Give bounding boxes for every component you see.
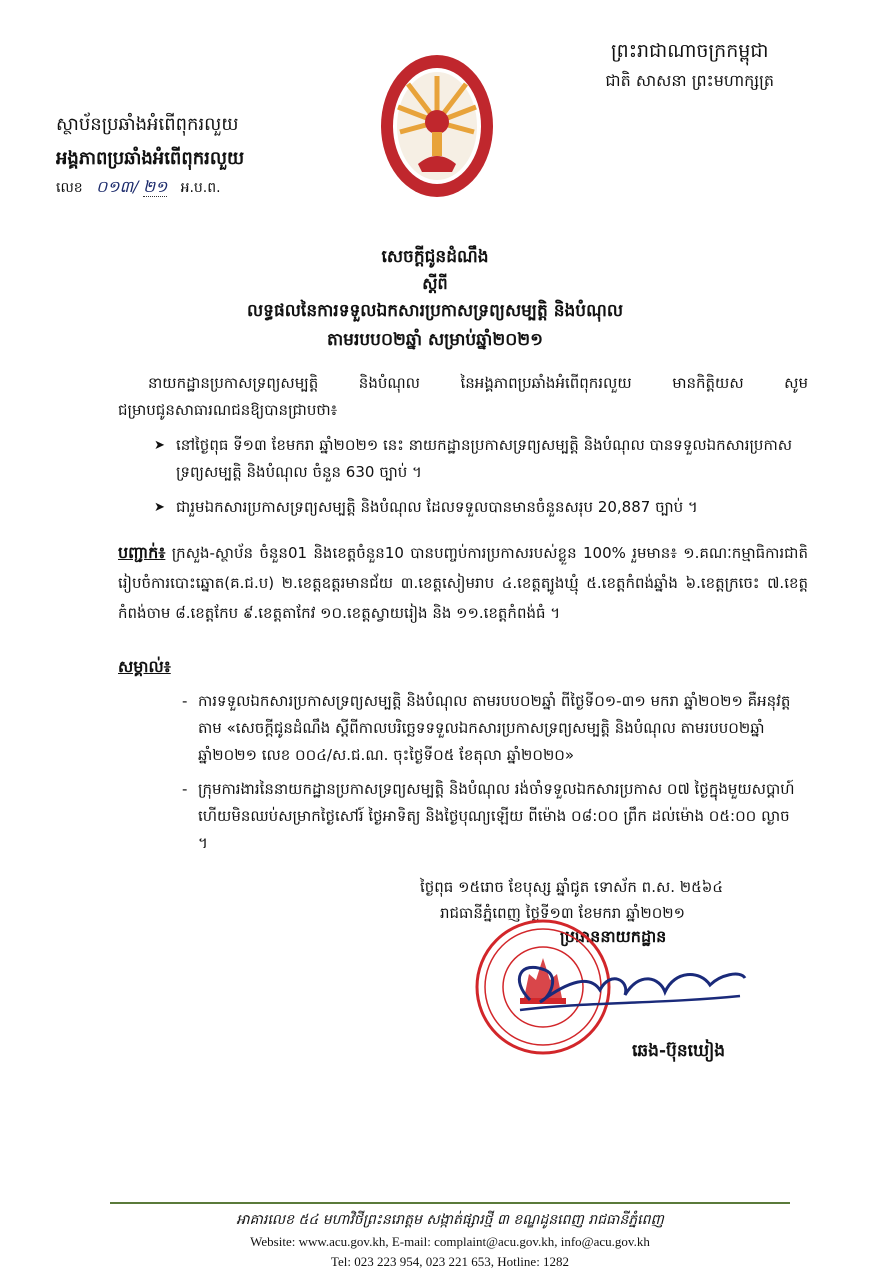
signatory-name: ឆេង-ប៊ុនឃៀង [632, 1041, 726, 1061]
arrow-icon: ➤ [154, 438, 165, 453]
note-label [118, 656, 171, 680]
footer-web-email: Website: www.acu.gov.kh, E-mail: complaint@acu.gov.kh, info@acu.gov.kh [250, 1234, 650, 1249]
note-label-text: សម្គាល់៖ [118, 657, 171, 676]
solar-date: រាជធានីភ្នំពេញ ថ្ងៃទី១៣ ខែមករា ឆ្នាំ២០២១ [440, 904, 686, 922]
bullet-item [154, 432, 806, 486]
completed-list [118, 538, 808, 628]
bullet-text-2: ជារួមឯកសារប្រកាសទ្រព្យសម្បត្តិ និងបំណុល ដែលទទួលបានមានចំនួនសរុប 20,887 ច្បាប់ ។ [176, 498, 698, 516]
signatory-role: ប្រធាននាយកដ្ឋាន [560, 927, 667, 946]
kingdom-header [605, 36, 774, 96]
notice-subject-label: ស្តីពី [422, 274, 448, 293]
note-item: - ការទទួលឯកសារប្រកាសទ្រព្យសម្បត្តិ និងបំណុល តាមរបប០២ឆ្នាំ ពីថ្ងៃទី០១-៣១ មករា ឆ្នាំ២០២១ គឺអនុវត្តតាម «សេចក្តីជូនដំណឹង ស្តីពីកាលបរិច្ឆេទទទួលឯកសារប្រកាសទ្រព្យសម្បត្តិ និងបំណុល តាមរបប០២ឆ្នាំ ឆ្នាំ២០២១ លេខ ០០៤/ស.ជ.ណ. ចុះថ្ងៃទី០៥ ខែតុលា ឆ្នាំ២០២០» [182, 692, 791, 764]
intro-paragraph: នាយកដ្ឋានប្រកាសទ្រព្យសម្បត្តិ និងបំណុល នៃអង្គភាពប្រឆាំងអំពើពុករលួយ មានកិត្តិយស សូមជម្រាបជូនសាធារណជនឱ្យបានជ្រាបថា៖ [118, 374, 808, 419]
footer-phone: Tel: 023 223 954, 023 221 653, Hotline: 1282 [330, 1254, 570, 1269]
acu-emblem-logo [378, 52, 496, 200]
kingdom-name: ព្រះរាជាណាចក្រកម្ពុជា [610, 40, 769, 62]
notice-subject-year: តាមរបប០២ឆ្នាំ សម្រាប់ឆ្នាំ២០២១ [326, 330, 543, 350]
notice-subject: លទ្ធផលនៃការទទួលឯកសារប្រកាសទ្រព្យសម្បត្តិ និងបំណុល [246, 301, 624, 321]
ref-prefix: លេខ [56, 180, 83, 196]
bullet-item [154, 494, 806, 521]
reference-number [56, 176, 221, 200]
bullet-text-1: នៅថ្ងៃពុធ ទី១៣ ខែមករា ឆ្នាំ២០២១ នេះ នាយកដ្ឋានប្រកាសទ្រព្យសម្បត្តិ និងបំណុល បានទទួលឯកសារប្រកាសទ្រព្យសម្បត្តិ និងបំណុល ចំនួន 630 ច្បាប់ ។ [176, 436, 793, 481]
note-text-2: ក្រុមការងារនៃនាយកដ្ឋានប្រកាសទ្រព្យសម្បត្តិ និងបំណុល រង់ចាំទទួលឯកសារប្រកាស ០៧ ថ្ងៃក្នុងមួយសប្តាហ៍ ហើយមិនឈប់សម្រាកថ្ងៃសៅរ៍ ថ្ងៃអាទិត្យ និងថ្ងៃបុណ្យឡើយ ពីម៉ោង ០៨:០០ ព្រឹក ដល់ម៉ោង ០៥:០០ ល្ងាច ។ [198, 780, 795, 852]
note-text-1: ការទទួលឯកសារប្រកាសទ្រព្យសម្បត្តិ និងបំណុល តាមរបប០២ឆ្នាំ ពីថ្ងៃទី០១-៣១ មករា ឆ្នាំ២០២១ គឺអនុវត្តតាម «សេចក្តីជូនដំណឹង ស្តីពីកាលបរិច្ឆេទទទួលឯកសារប្រកាសទ្រព្យសម្បត្តិ និងបំណុល តាមរបប០២ឆ្នាំ ឆ្នាំ២០២១ លេខ ០០៤/ស.ជ.ណ. ចុះថ្ងៃទី០៥ ខែតុលា ឆ្នាំ២០២០» [198, 692, 791, 764]
footer-divider [110, 1202, 790, 1204]
footer-address: អាគារលេខ ៥៤ មហាវិថីព្រះនរោត្តម សង្កាត់ផ្សារថ្មី ៣ ខណ្ឌដូនពេញ រាជធានីភ្នំពេញ [236, 1212, 664, 1228]
note-item: - ក្រុមការងារនៃនាយកដ្ឋានប្រកាសទ្រព្យសម្បត្តិ និងបំណុល រង់ចាំទទួលឯកសារប្រកាស ០៧ ថ្ងៃក្នុងមួយសប្តាហ៍ ហើយមិនឈប់សម្រាកថ្ងៃសៅរ៍ ថ្ងៃអាទិត្យ និងថ្ងៃបុណ្យឡើយ ពីម៉ោង ០៨:០០ ព្រឹក ដល់ម៉ោង ០៥:០០ ល្ងាច ។ [182, 780, 795, 852]
agency-header [56, 108, 244, 176]
notice-title: សេចក្តីជូនដំណឹង [381, 247, 489, 267]
ref-year: ២១ [142, 177, 168, 196]
national-motto: ជាតិ សាសនា ព្រះមហាក្សត្រ [605, 71, 774, 90]
agency-line1: ស្ថាប័នប្រឆាំងអំពើពុករលួយ [56, 114, 239, 135]
list-label: បញ្ជាក់៖ [118, 543, 166, 562]
list-text: ក្រសួង-ស្ថាប័ន ចំនួន01 និងខេត្តចំនួន10 បានបញ្ចប់ការប្រកាសរបស់ខ្លួន 100% រួមមាន៖ ១.គណៈកម្មាធិការជាតិរៀបចំការបោះឆ្នោត(គ.ជ.ប) ២.ខេត្តឧត្តរមានជ័យ ៣.ខេត្តសៀមរាប ៤.ខេត្តត្បូងឃ្មុំ ៥.ខេត្តកំពង់ឆ្នាំង ៦.ខេត្តក្រចេះ ៧.ខេត្តកំពង់ចាម ៨.ខេត្តកែប ៩.ខេត្តតាកែវ ១០.ខេត្តស្វាយរៀង និង ១១.ខេត្តកំពង់ធំ ។ [118, 544, 808, 622]
arrow-icon: ➤ [154, 500, 165, 515]
agency-line2: អង្គភាពប្រឆាំងអំពើពុករលួយ [56, 148, 245, 169]
ref-number: ០១៣/ [96, 177, 139, 196]
handwritten-signature [500, 940, 750, 1030]
ref-suffix: អ.ប.ព. [180, 180, 221, 196]
lunar-date: ថ្ងៃពុធ ១៥រោច ខែបុស្ស ឆ្នាំជូត ទោស័ក ព.ស. ២៥៦៤ [420, 878, 723, 896]
